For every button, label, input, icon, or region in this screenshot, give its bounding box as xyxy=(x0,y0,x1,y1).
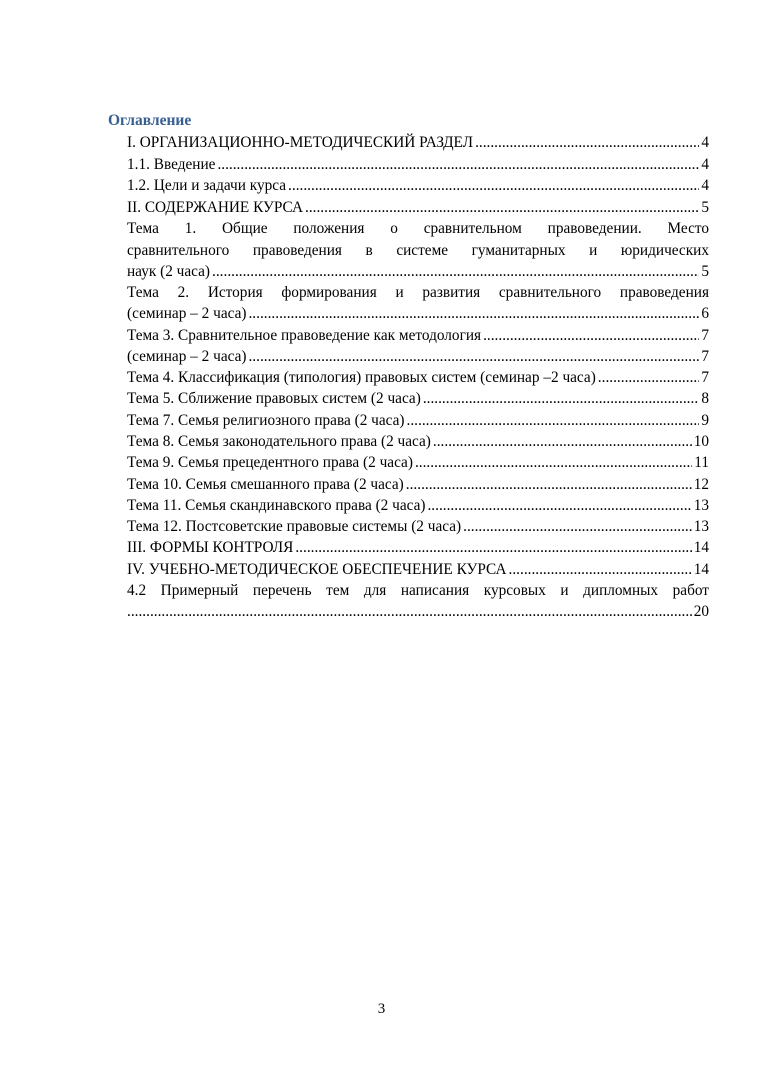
toc-entry-text: Тема 5. Сближение правовых систем (2 часа) xyxy=(127,390,421,407)
toc-entry-text: Тема 7. Семья религиозного права (2 часа) xyxy=(127,412,405,429)
toc-entry-page: 12 xyxy=(693,476,709,493)
toc-entry-page: 11 xyxy=(694,454,709,471)
toc-entry-topic-11[interactable] xyxy=(127,496,709,516)
dot-leader xyxy=(463,517,692,537)
toc-entry-topic-12[interactable] xyxy=(127,517,709,537)
dot-leader xyxy=(427,496,691,516)
toc-entry-text: Тема 10. Семья смешанного права (2 часа) xyxy=(127,476,404,493)
toc-entry-topic-1-line-3[interactable] xyxy=(127,262,709,282)
toc-entry-text: (семинар – 2 часа) xyxy=(127,348,247,365)
toc-entry-topic-3[interactable] xyxy=(127,326,709,346)
dot-leader xyxy=(212,262,699,282)
toc-entry-topic-10[interactable] xyxy=(127,475,709,495)
toc-entry-page: 9 xyxy=(701,412,709,429)
dot-leader xyxy=(415,453,692,473)
toc-entry-thesis-topics-line-1[interactable] xyxy=(127,581,709,601)
toc-entry-page: 4 xyxy=(701,134,709,151)
toc-entry-org-method-section[interactable] xyxy=(127,133,709,153)
toc-entry-text: III. ФОРМЫ КОНТРОЛЯ xyxy=(127,539,294,556)
toc-entry-text: Тема 1. Общие положения о сравнительном правоведении. Место xyxy=(127,220,709,237)
toc-entry-topic-5[interactable] xyxy=(127,389,709,409)
dot-leader xyxy=(598,368,700,388)
dot-leader xyxy=(295,538,691,558)
toc-entry-methodical-support[interactable] xyxy=(127,560,709,580)
toc-entry-page: 4 xyxy=(701,156,709,173)
toc-entry-text: (семинар – 2 часа) xyxy=(127,305,247,322)
dot-leader xyxy=(407,411,700,431)
toc-entry-text: 4.2 Примерный перечень тем для написания курсовых и дипломных работ xyxy=(127,582,709,599)
toc-entry-text: Тема 11. Семья скандинавского права (2 часа) xyxy=(127,497,426,514)
toc-entry-topic-2-line-1[interactable] xyxy=(127,283,709,303)
toc-entry-page: 20 xyxy=(693,603,709,620)
toc-entry-page: 4 xyxy=(701,177,709,194)
toc-entry-page: 10 xyxy=(693,433,709,450)
dot-leader xyxy=(248,347,699,367)
dot-leader xyxy=(483,326,699,346)
toc-entry-page: 6 xyxy=(701,305,709,322)
toc-entry-text: Тема 8. Семья законодательного права (2 часа) xyxy=(127,433,431,450)
toc-entry-page: 13 xyxy=(693,518,709,535)
toc-title: Оглавление xyxy=(108,112,192,129)
toc-entry-text: Тема 3. Сравнительное правоведение как методология xyxy=(127,327,482,344)
toc-entry-page: 5 xyxy=(701,263,709,280)
toc-entry-introduction[interactable] xyxy=(127,155,709,175)
toc-entry-topic-8[interactable] xyxy=(127,432,709,452)
toc-entry-text: 1.2. Цели и задачи курса xyxy=(127,177,287,194)
dot-leader xyxy=(248,304,699,324)
dot-leader xyxy=(423,389,700,409)
toc-entry-topic-1-line-2[interactable] xyxy=(127,241,709,261)
toc-entry-text: I. ОРГАНИЗАЦИОННО-МЕТОДИЧЕСКИЙ РАЗДЕЛ xyxy=(127,134,474,151)
toc-entry-control-forms[interactable] xyxy=(127,538,709,558)
toc-entry-text: наук (2 часа) xyxy=(127,263,211,280)
toc-entry-text: Тема 12. Постсоветские правовые системы (2 часа) xyxy=(127,518,462,535)
dot-leader xyxy=(475,133,699,153)
toc-entry-page: 14 xyxy=(693,561,709,578)
toc-entry-page: 7 xyxy=(701,369,709,386)
toc-entry-thesis-topics-line-2[interactable] xyxy=(127,602,709,622)
toc-entry-page: 13 xyxy=(693,497,709,514)
toc-entry-text: IV. УЧЕБНО-МЕТОДИЧЕСКОЕ ОБЕСПЕЧЕНИЕ КУРСА xyxy=(127,561,507,578)
toc-entry-text: Тема 4. Классификация (типология) правовых систем (семинар –2 часа) xyxy=(127,369,596,386)
page-number: 3 xyxy=(377,1001,386,1017)
toc-entry-page: 5 xyxy=(701,199,709,216)
toc-entry-text: Тема 2. История формирования и развития сравнительного правоведения xyxy=(127,284,709,301)
toc-entry-topic-7[interactable] xyxy=(127,411,709,431)
dot-leader xyxy=(127,602,692,622)
toc-entry-goals[interactable] xyxy=(127,176,709,196)
toc-entry-course-content[interactable] xyxy=(127,198,709,218)
toc-entry-seminar[interactable] xyxy=(127,347,709,367)
toc-entry-text: сравнительного правоведения в системе гуманитарных и юридических xyxy=(127,242,709,259)
toc-entry-text: Тема 9. Семья прецедентного права (2 часа) xyxy=(127,454,413,471)
toc-entry-topic-2-line-2[interactable] xyxy=(127,304,709,324)
dot-leader xyxy=(217,155,699,175)
toc-entry-topic-4[interactable] xyxy=(127,368,709,388)
toc-entry-page: 8 xyxy=(701,390,709,407)
toc-entry-text: II. СОДЕРЖАНИЕ КУРСА xyxy=(127,199,303,216)
toc-entry-page: 14 xyxy=(693,539,709,556)
toc-entry-page: 7 xyxy=(701,327,709,344)
dot-leader xyxy=(288,176,699,196)
toc-entry-topic-1-line-1[interactable] xyxy=(127,219,709,239)
dot-leader xyxy=(406,475,692,495)
toc-entry-page: 7 xyxy=(701,348,709,365)
dot-leader xyxy=(305,198,699,218)
toc-entry-topic-9[interactable] xyxy=(127,453,709,473)
dot-leader xyxy=(509,560,692,580)
dot-leader xyxy=(433,432,692,452)
toc-entry-text: 1.1. Введение xyxy=(127,156,216,173)
